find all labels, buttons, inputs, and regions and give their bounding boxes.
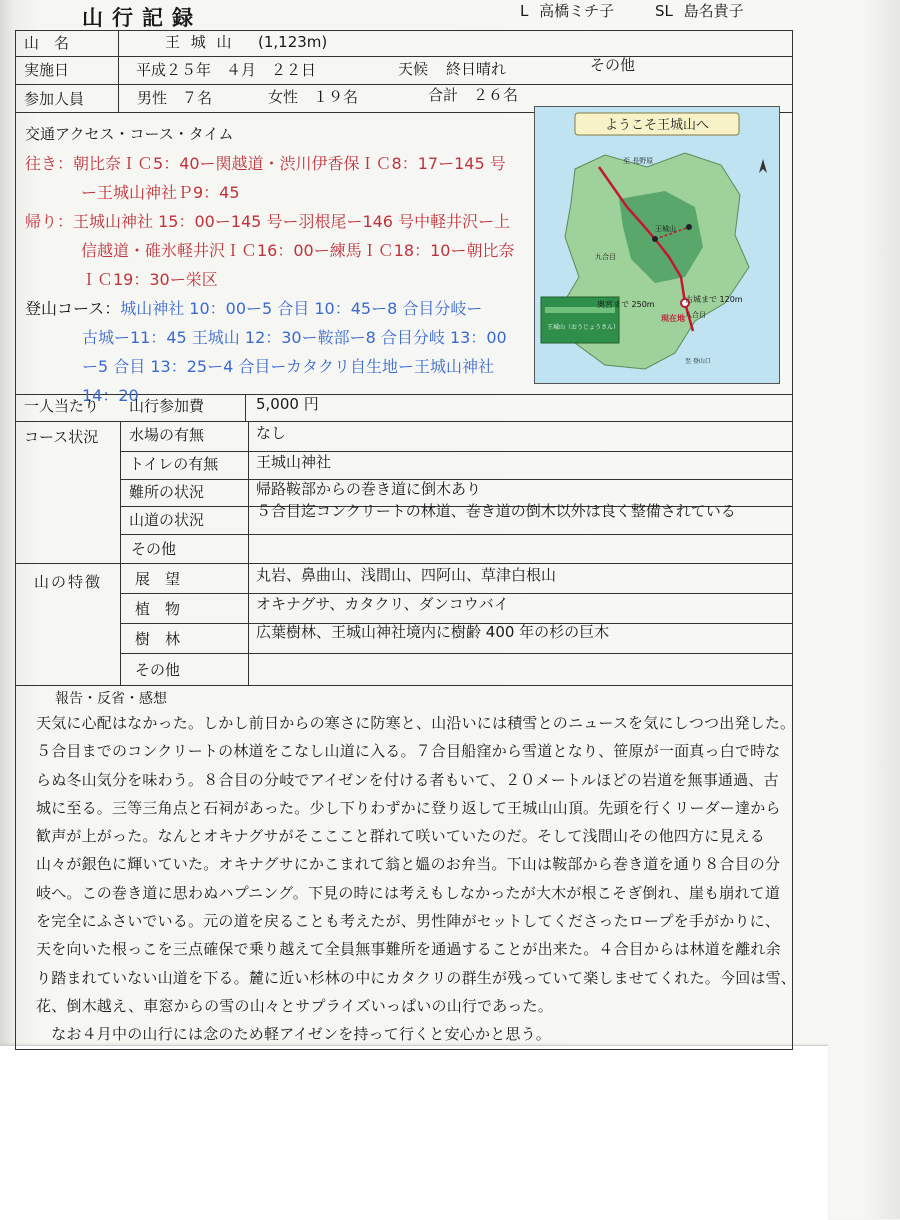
rule: [120, 534, 793, 535]
access-heading: 交通アクセス・コース・タイム: [25, 125, 234, 143]
rule: [15, 56, 793, 57]
map-label-miya: 奥宮まで 250m: [597, 300, 655, 309]
rule: [248, 421, 249, 685]
feature-label-view: 展 望: [135, 570, 181, 588]
mountain-label: 山 名: [24, 34, 70, 52]
report-line: 天気に心配はなかった。しかし前日からの寒さに防寒と、山沿いには積雪とのニュースを気にしつつ出発した。: [36, 714, 796, 732]
leader-name: 高橋ミチ子: [539, 2, 615, 20]
report-line: り踏まれていない山道を下る。麓に近い杉林の中にカタクリの群生が残っていて楽しませてくれた。今回は雪、: [36, 968, 797, 987]
course-line-4: 14：20: [82, 386, 139, 405]
mountain-elevation: (1,123m): [258, 33, 328, 51]
feature-label-other: その他: [135, 661, 181, 679]
feature-label-plants: 植 物: [135, 600, 181, 618]
course-status-label: コース状況: [24, 428, 99, 446]
feature-label-forest: 樹 林: [135, 630, 181, 648]
map-label-north: 至 長野原: [623, 157, 654, 165]
participants-female: 女性 １９名: [268, 88, 359, 106]
features-label: 山の特徴: [34, 573, 103, 591]
report-line: なお４月中の山行には念のため軽アイゼンを持って行くと安心かと思う。: [36, 1025, 552, 1044]
status-label-other: その他: [131, 540, 177, 558]
return-line-3: ＩＣ19：30ー栄区: [81, 270, 218, 289]
status-value-danger: 帰路鞍部からの巻き道に倒木あり: [256, 480, 482, 498]
weather-label: 天候: [398, 60, 429, 78]
cost-value: 5,000 円: [256, 395, 319, 413]
map-label-8: 八合目: [685, 311, 706, 319]
participants-male: 男性 ７名: [137, 89, 213, 107]
outbound-line-1: 往き：朝比奈ＩＣ5：40ー関越道・渋川伊香保ＩＣ8：17ー145 号: [25, 154, 506, 173]
rule: [15, 563, 793, 564]
rule: [120, 653, 793, 654]
status-label-toilet: トイレの有無: [129, 455, 219, 473]
status-label-trail: 山道の状況: [129, 511, 205, 529]
trail-map-photo: [534, 106, 780, 384]
date-label: 実施日: [24, 61, 70, 79]
rule: [120, 421, 121, 685]
access-section: [25, 120, 530, 413]
report-line: ５合目までのコンクリートの林道をこなし山道に入る。７合目船窪から雪道となり、笹原が一面真っ白で時な: [36, 742, 781, 761]
subleader-name: 島名貴子: [683, 2, 744, 20]
report-body: [36, 709, 796, 1049]
report-line: 花、倒木越え、車窓からの雪の山々とサプライズいっぱいの山行であった。: [36, 996, 553, 1015]
trail-map: [535, 107, 779, 383]
rule: [120, 593, 793, 594]
map-label-9: 九合目: [595, 253, 616, 261]
rule: [15, 421, 793, 422]
report-line: 歓声が上がった。なんとオキナグサがそこここと群れて咲いていたのだ。そして浅間山その他四方に見える: [36, 827, 766, 846]
feature-value-plants: オキナグサ、カタクリ、ダンコウバイ: [256, 595, 509, 613]
date-value: 平成２５年 ４月 ２２日: [136, 61, 317, 79]
rule: [118, 30, 119, 112]
status-label-water: 水場の有無: [129, 426, 205, 444]
subleader-label: SL: [654, 2, 673, 20]
outbound-line-2: ー王城山神社Ｐ9：45: [81, 183, 240, 202]
feature-value-forest: 広葉樹林、王城山神社境内に樹齢 400 年の杉の巨木: [256, 623, 610, 641]
page-title: 山行記録: [82, 6, 202, 30]
leader-label: L: [520, 2, 529, 20]
status-label-danger: 難所の状況: [129, 483, 205, 501]
map-sign-title: 王城山（おうじょうさん）: [547, 324, 620, 331]
return-line-1: 帰り：王城山神社 15：00ー145 号ー羽根尾ー146 号中軽井沢ー上: [25, 212, 511, 231]
mountain-name: 王 城 山: [165, 33, 235, 51]
report-line: 天を向いた根っこを三点確保で乗り越えて全員無事難所を通過することが出来た。４合目からは林道を離れ余: [36, 940, 781, 959]
report-heading: 報告・反省・感想: [55, 691, 167, 707]
rule: [15, 84, 793, 85]
rule: [120, 451, 793, 452]
participants-label: 参加人員: [24, 90, 85, 108]
return-line-2: 信越道・碓氷軽井沢ＩＣ16：00ー練馬ＩＣ18：10ー朝比奈: [81, 241, 515, 260]
blank-paper-overlay: [0, 1045, 828, 1220]
map-title: ようこそ王城山へ: [604, 118, 710, 133]
outbound-label: 往き：: [25, 154, 74, 173]
cost-label-2: 山行参加費: [129, 397, 205, 415]
other-label: その他: [590, 56, 636, 74]
participants-total: 合計 ２６名: [428, 86, 519, 104]
course-line-2: 古城ー11：45 王城山 12：30ー鞍部ー8 合目分岐 13：00: [82, 328, 507, 347]
report-line: 岐へ。この巻き道に思わぬハプニング。下見の時には考えもしなかったが大木が根こそぎ倒れ、崖も崩れて道: [36, 883, 781, 902]
map-label-koj: 古城まで 120m: [685, 295, 743, 304]
course-label: 登山コース：: [25, 299, 121, 318]
rule: [15, 685, 793, 686]
status-value-trail: ５合目迄コンクリートの林道、巻き道の倒木以外は良く整備されている: [256, 502, 736, 520]
feature-value-view: 丸岩、鼻曲山、浅間山、四阿山、草津白根山: [256, 566, 557, 584]
report-line: らぬ冬山気分を味わう。８合目の分岐でアイゼンを付ける者もいて、２０メートルほどの岩道を無事通過、古: [36, 770, 779, 789]
report-line: 城に至る。三等三角点と石祠があった。少し下りわずかに登り返して王城山山頂。先頭を行くリーダー達から: [36, 798, 781, 817]
weather-value: 終日晴れ: [446, 60, 507, 78]
status-value-water: なし: [256, 424, 287, 442]
return-label: 帰り：: [25, 212, 74, 231]
status-value-toilet: 王城山神社: [256, 453, 332, 471]
map-label-here: 現在地: [661, 314, 685, 323]
map-label-summit: 王城山: [655, 225, 676, 233]
course-line-3: ー5 合目 13：25ー4 合目ーカタクリ自生地ー王城山神社: [82, 357, 495, 376]
map-label-parking: 至 登山口: [685, 358, 711, 365]
report-line: を完全にふさいでいる。元の道を戻ることも考えたが、男性陣がセットしてくださったロープを手がかりに、: [36, 912, 781, 931]
leader-info: [520, 0, 750, 21]
course-line-1: 登山コース：城山神社 10：00ー5 合目 10：45ー8 合目分岐ー: [25, 299, 483, 318]
report-line: 山々が銀色に輝いていた。オキナグサにかこまれて翁と媼のお弁当。下山は鞍部から巻き道を通り８合目の分: [36, 855, 781, 874]
cost-label-1: 一人当たり: [24, 397, 100, 415]
